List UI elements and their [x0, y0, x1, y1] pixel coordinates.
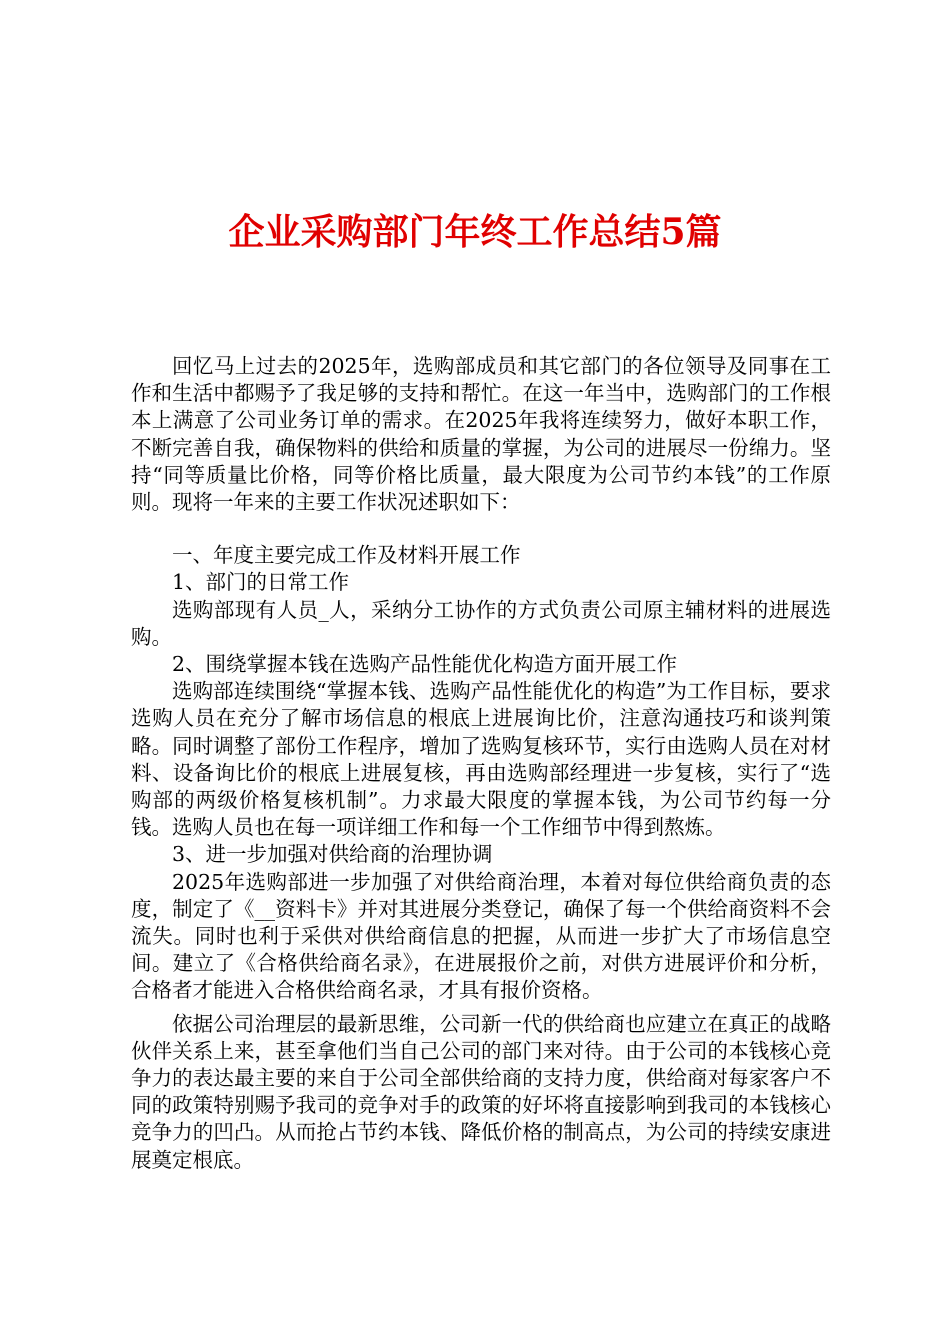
item2-paragraph: 选购部连续围绕“掌握本钱、选购产品性能优化的构造”为工作目标，要求选购人员在充分了解市场信息的根底上进展询比价，注意沟通技巧和谈判策略。同时调整了部份工作程序，增加了选购复核环节，实行由选购人员在对材料、设备询比价的根底上进展复核，再由选购部经理进一步复核，实行了“选购部的两级价格复核机制”。力求最大限度的掌握本钱，为公司节约每一分钱。选购人员也在每一项详细工作和每一个工作细节中得到熬炼。: [131, 679, 831, 840]
closing-paragraph: 依据公司治理层的最新思维，公司新一代的供给商也应建立在真正的战略伙伴关系上来，甚至拿他们当自己公司的部门来对待。由于公司的本钱核心竞争力的表达最主要的来自于公司全部供给商的支持力度，供给商对每家客户不同的政策特别赐予我司的竞争对手的政策的好坏将直接影响到我司的本钱核心竞争力的凹凸。从而抢占节约本钱、降低价格的制高点，为公司的持续安康进展奠定根底。: [131, 1011, 831, 1172]
intro-paragraph: 回忆马上过去的2025年，选购部成员和其它部门的各位领导及同事在工作和生活中都赐予了我足够的支持和帮忙。在这一年当中，选购部门的工作根本上满意了公司业务订单的需求。在2025年我将连续努力，做好本职工作，不断完善自我，确保物料的供给和质量的掌握，为公司的进展尽一份绵力。坚持“同等质量比价格，同等价格比质量，最大限度为公司节约本钱”的工作原则。现将一年来的主要工作状况述职如下：: [131, 354, 831, 515]
item1-heading: 1、部门的日常工作: [172, 570, 350, 595]
document-title: 企业采购部门年终工作总结5篇: [228, 211, 722, 253]
item3-paragraph: 2025年选购部进一步加强了对供给商治理，本着对每位供给商负责的态度，制定了《__资料卡》并对其进展分类登记，确保了每一个供给商资料不会流失。同时也利于采供对供给商信息的把握，从而进一步扩大了市场信息空间。建立了《合格供给商名录》，在进展报价之前，对供方进展评价和分析，合格者才能进入合格供给商名录，才具有报价资格。: [131, 869, 831, 1003]
item1-paragraph: 选购部现有人员_人，采纳分工协作的方式负责公司原主辅材料的进展选购。: [131, 597, 831, 649]
item2-heading: 2、围绕掌握本钱在选购产品性能优化构造方面开展工作: [172, 652, 678, 677]
section1-heading: 一、年度主要完成工作及材料开展工作: [172, 543, 521, 568]
item3-heading: 3、进一步加强对供给商的治理协调: [172, 842, 493, 867]
document-body: [131, 353, 831, 1174]
